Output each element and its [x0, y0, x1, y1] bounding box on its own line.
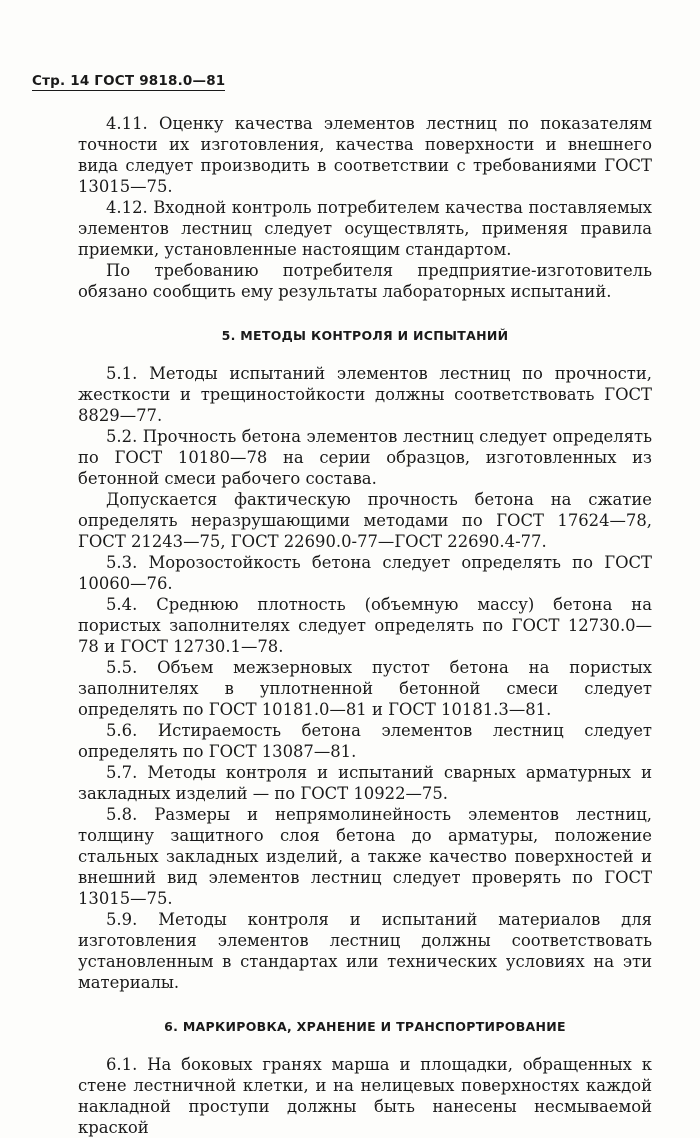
- paragraph-5-7: 5.7. Методы контроля и испытаний сварных арматурных и закладных изделий — по ГОСТ 10922—75.: [78, 763, 652, 803]
- paragraph-4-12: 4.12. Входной контроль потребителем качества поставляемых элементов лестниц следует осуществлять, применяя правила приемки, установленные настоящим стандартом.: [78, 198, 652, 259]
- paragraph-5-5: 5.5. Объем межзерновых пустот бетона на пористых заполнителях в уплотненной бетонной смеси следует определять по ГОСТ 10181.0—81 и ГОСТ 10181.3—81.: [78, 658, 652, 719]
- section-5: [78, 363, 652, 993]
- section-5-heading: 5. МЕТОДЫ КОНТРОЛЯ И ИСПЫТАНИЙ: [221, 328, 509, 343]
- paragraph-5-8: 5.8. Размеры и непрямолинейность элементов лестниц, толщину защитного слоя бетона до арматуры, положение стальных закладных изделий, а также качество поверхностей и внешний вид элементов лестниц следует проверять по ГОСТ 13015—75.: [78, 805, 652, 908]
- running-head: Стр. 14 ГОСТ 9818.0—81: [32, 73, 226, 89]
- paragraph-6-1: 6.1. На боковых гранях марша и площадки, обращенных к стене лестничной клетки, и на нелицевых поверхностях каждой накладной проступи должны быть нанесены несмываемой краской: [78, 1055, 652, 1137]
- section-4: [78, 113, 652, 302]
- paragraph-5-4: 5.4. Среднюю плотность (объемную массу) бетона на пористых заполнителях следует определять по ГОСТ 12730.0—78 и ГОСТ 12730.1—78.: [78, 595, 652, 656]
- paragraph-5-3: 5.3. Морозостойкость бетона следует определять по ГОСТ 10060—76.: [78, 553, 652, 593]
- paragraph-5-1: 5.1. Методы испытаний элементов лестниц по прочности, жесткости и трещиностойкости должны соответствовать ГОСТ 8829—77.: [78, 364, 652, 425]
- paragraph-5-2-note: Допускается фактическую прочность бетона на сжатие определять неразрушающими методами по ГОСТ 17624—78, ГОСТ 21243—75, ГОСТ 22690.0-77—ГОСТ 22690.4-77.: [78, 490, 652, 551]
- paragraph-4-11: 4.11. Оценку качества элементов лестниц по показателям точности их изготовления, качества поверхности и внешнего вида следует производить в соответствии с требованиями ГОСТ 13015—75.: [78, 114, 652, 196]
- paragraph-5-9: 5.9. Методы контроля и испытаний материалов для изготовления элементов лестниц должны соответствовать установленным в стандартах или технических условиях на эти материалы.: [78, 910, 652, 992]
- paragraph-5-6: 5.6. Истираемость бетона элементов лестниц следует определять по ГОСТ 13087—81.: [78, 721, 652, 761]
- paragraph-5-2: 5.2. Прочность бетона элементов лестниц следует определять по ГОСТ 10180—78 на серии образцов, изготовленных из бетонной смеси рабочего состава.: [78, 427, 652, 488]
- paragraph-4-12-note: По требованию потребителя предприятие-изготовитель обязано сообщить ему результаты лабораторных испытаний.: [78, 261, 652, 301]
- section-6-heading: 6. МАРКИРОВКА, ХРАНЕНИЕ И ТРАНСПОРТИРОВАНИЕ: [164, 1019, 566, 1034]
- section-6: [78, 1054, 652, 1138]
